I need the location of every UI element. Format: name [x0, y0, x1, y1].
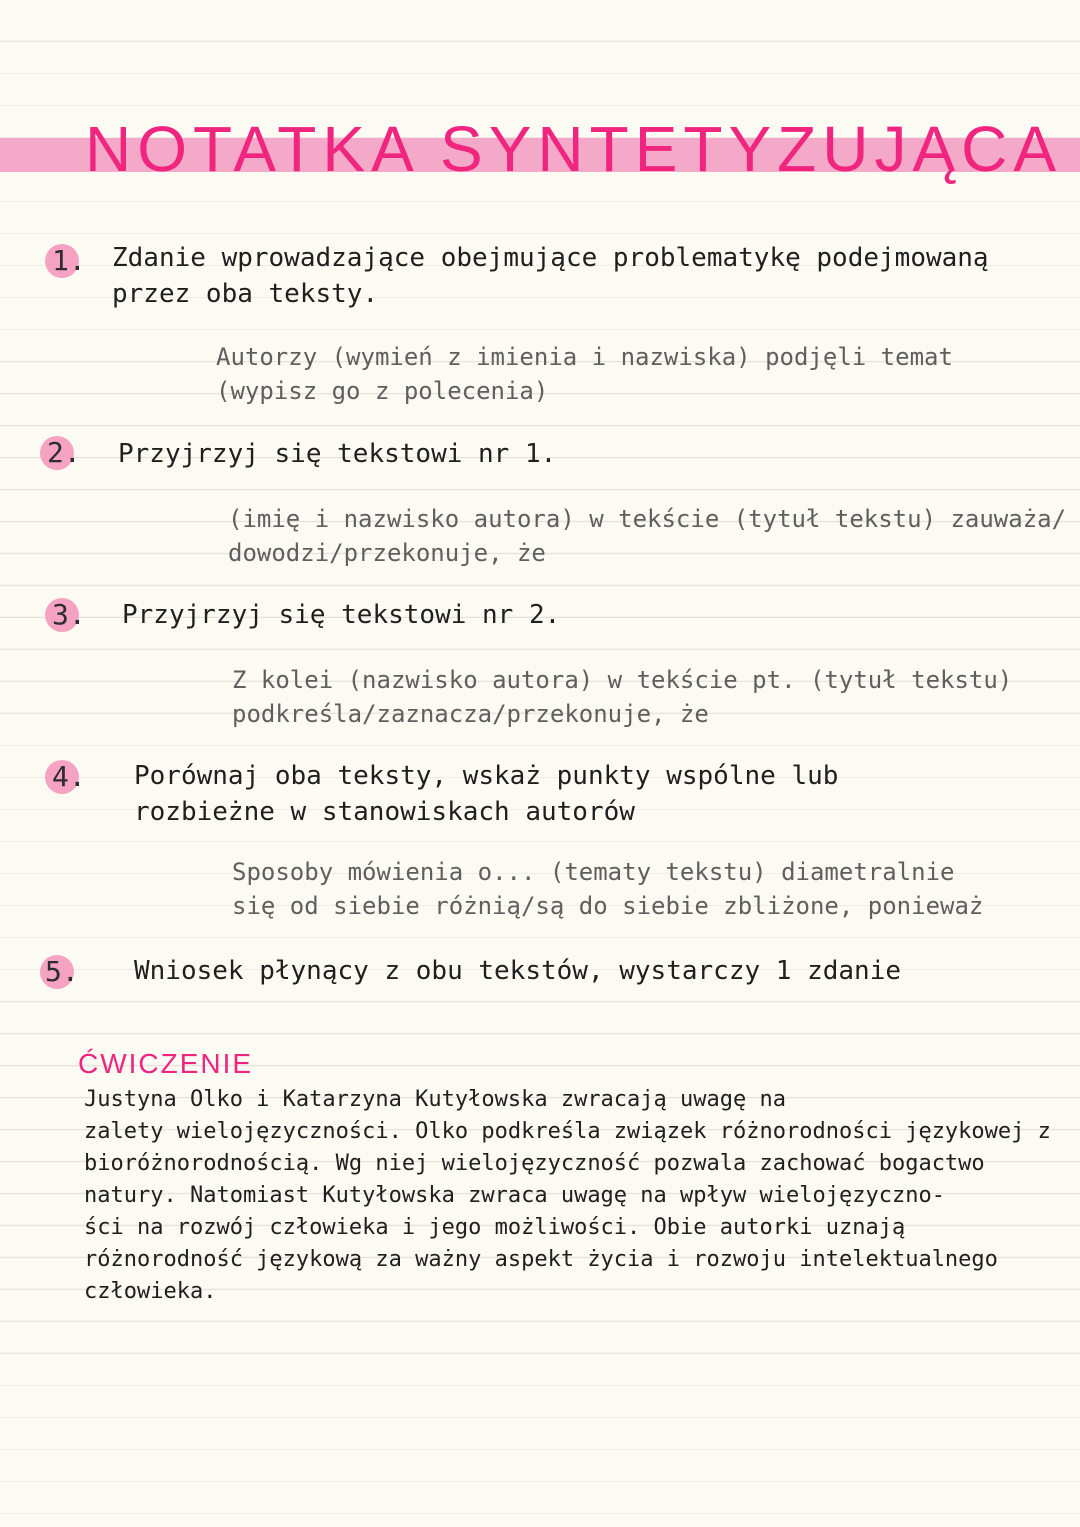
step-1-instruction: Zdanie wprowadzające obejmujące problematykę podejmowaną przez oba teksty.: [112, 243, 989, 309]
page-title: NOTATKA SYNTETYZUJĄCA: [85, 113, 1063, 185]
step-3-instruction: Przyjrzyj się tekstowi nr 2.: [122, 600, 561, 630]
step-1-template: Autorzy (wymień z imienia i nazwiska) podjęli temat (wypisz go z polecenia): [216, 343, 953, 405]
exercise-text: Justyna Olko i Katarzyna Kutyłowska zwracają uwagę na zalety wielojęzyczności. Olko podkreśla związek różnorodności językowej z bioróżnorodnością. Wg niej wielojęzyczność pozwala zachować bogactwo natury. Natomiast Kutyłowska zwraca uwagę na wpływ wielojęzyczno- ści na rozwój człowieka i jego możliwości. Obie autorki uznają różnorodność językową za ważny aspekt życia i rozwoju intelektualnego człowieka.: [84, 1087, 1051, 1304]
exercise-heading: ĆWICZENIE: [78, 1048, 254, 1079]
step-2-template: (imię i nazwisko autora) w tekście (tytuł tekstu) zauważa/ dowodzi/przekonuje, że: [228, 505, 1067, 567]
step-2-instruction: Przyjrzyj się tekstowi nr 1.: [118, 439, 557, 469]
step-1-number: 1.: [52, 244, 86, 277]
step-4-template: Sposoby mówienia o... (tematy tekstu) diametralnie się od siebie różnią/są do siebie zbliżone, ponieważ: [232, 858, 984, 920]
step-2-number: 2.: [47, 436, 81, 469]
step-5-number: 5.: [45, 955, 79, 988]
step-3-number: 3.: [52, 598, 86, 631]
step-3-template: Z kolei (nazwisko autora) w tekście pt. (tytuł tekstu) podkreśla/zaznacza/przekonuje, że: [232, 666, 1013, 728]
step-5-instruction: Wniosek płynący z obu tekstów, wystarczy 1 zdanie: [134, 956, 902, 986]
step-4-instruction: Porównaj oba teksty, wskaż punkty wspólne lub rozbieżne w stanowiskach autorów: [134, 761, 839, 827]
step-4-number: 4.: [52, 760, 86, 793]
